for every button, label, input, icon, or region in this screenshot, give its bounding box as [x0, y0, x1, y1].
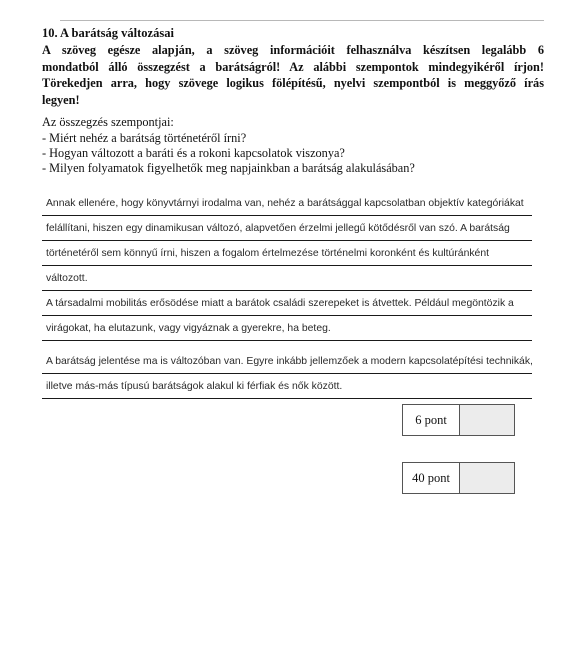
instruction-line: mondatból álló összegzést a barátságról! Az alábbi szempontok mindegyikéről írjon!	[42, 59, 544, 74]
criteria-list	[42, 131, 415, 175]
instruction-line: A szöveg egésze alapján, a szöveg információit felhasználva készítsen legalább 6	[42, 43, 544, 57]
answer-paragraph-1	[42, 191, 532, 291]
answer-line	[42, 316, 532, 341]
answer-text: A társadalmi mobilitás erősödése miatt a barátok családi szerepeket is átvettek. Például megöntözik a	[46, 298, 514, 309]
task-title: 10. A barátság változásai	[42, 26, 174, 40]
answer-line	[42, 349, 532, 374]
total-score-box	[402, 462, 515, 494]
criteria-item: - Miért nehéz a barátság történetéről írni?	[42, 131, 247, 145]
answer-text: A barátság jelentése ma is változóban van. Egyre inkább jellemzőek a modern kapcsolatépítési technikák,	[46, 356, 533, 367]
total-score-field[interactable]	[460, 463, 514, 493]
section-score-box	[402, 404, 515, 436]
criteria-item: - Milyen folyamatok figyelhetők meg napjainkban a barátság alakulásában?	[42, 160, 415, 175]
answer-text: történetéről sem könnyű írni, hiszen a fogalom értelmezése történelmi koronként és kultúránként	[46, 248, 489, 259]
top-divider	[60, 20, 544, 21]
instruction-line: legyen!	[42, 92, 80, 107]
answer-line	[42, 216, 532, 241]
answer-line	[42, 241, 532, 266]
answer-text: Annak ellenére, hogy könyvtárnyi irodalma van, nehéz a barátsággal kapcsolatban objektív kategóriákat	[46, 198, 524, 209]
criteria-heading: Az összegzés szempontjai:	[42, 115, 174, 129]
answer-line	[42, 191, 532, 216]
section-score-field[interactable]	[460, 405, 514, 435]
task-instructions	[42, 42, 544, 108]
answer-line	[42, 291, 532, 316]
total-score-label: 40 pont	[403, 463, 460, 493]
answer-text: változott.	[46, 273, 88, 284]
section-score-label: 6 pont	[403, 405, 460, 435]
instruction-line: Törekedjen arra, hogy szövege logikus fölépítésű, nyelvi szempontból is meggyőző írás	[42, 76, 544, 90]
answer-line	[42, 266, 532, 291]
criteria-item: - Hogyan változott a baráti és a rokoni kapcsolatok viszonya?	[42, 145, 345, 160]
answer-text: felállítani, hiszen egy dinamikusan változó, alapvetően érzelmi jellegű kötődésről van szó. A barátság	[46, 223, 510, 234]
answer-text: illetve más-más típusú barátságok alakul ki férfiak és nők között.	[46, 381, 343, 392]
answer-paragraph-2	[42, 291, 532, 341]
answer-line	[42, 374, 532, 399]
answer-paragraph-3	[42, 349, 532, 399]
answer-text: virágokat, ha elutazunk, vagy vigyáznak a gyerekre, ha beteg.	[46, 323, 331, 334]
